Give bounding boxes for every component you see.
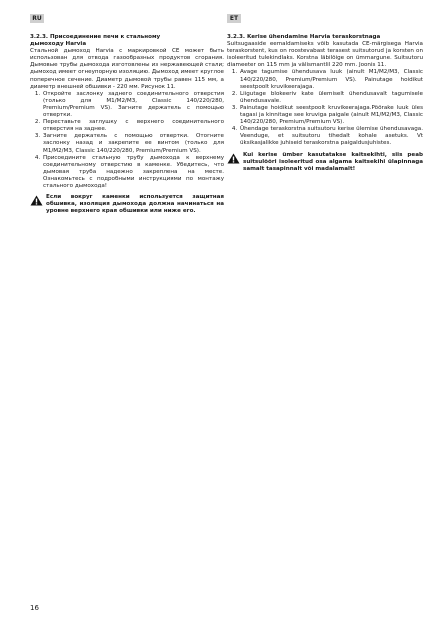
warning-triangle-icon xyxy=(30,195,43,206)
steps-list-ru xyxy=(30,91,224,190)
steps-list-et xyxy=(227,69,423,147)
section-heading-et: 3.2.3. Kerise ühendamine Harvia teraskorstnaga xyxy=(227,34,381,40)
section-heading-ru-line2: дымоходу Harvia xyxy=(30,41,87,48)
section-heading-ru xyxy=(30,34,224,48)
list-item: 1. Avage tagumise ühendusava luuk (ainult M1/M2/M3, Classic 140/220/280, Premium/Premium VS). Painutage hoidikut seestpoolt kruvikeerajaga. xyxy=(239,69,423,90)
warning-text-ru: Если вокруг каменки используется защитная обшивка, изоляция дымохода должна начинаться на уровне верхнего края обшивки или ниже его. xyxy=(46,194,224,215)
column-russian xyxy=(30,34,224,215)
language-badge-et: ET xyxy=(227,14,241,23)
list-item: 4. Ühendage teraskorstna suitsutoru kerise ülemise ühendusavaga. Veenduge, et suitsutoru tihedalt kohale asetuks. Vt üksikasjalikke juhiseid teraskorstna paigaldusjuhistes. xyxy=(239,126,423,147)
warning-note-ru xyxy=(30,194,224,215)
warning-triangle-icon xyxy=(227,153,240,164)
column-estonian xyxy=(227,34,423,173)
list-item: 2. Liigutage blokeeriv kate ülemiselt ühendusavalt tagumisele ühendusavale. xyxy=(239,91,423,105)
warning-note-et xyxy=(227,152,423,173)
page-number: 16 xyxy=(30,604,39,612)
list-item: 4. Присоедините стальную трубу дымохода к верхнему соединительному отверстию в каменке. Убедитесь, что дымовая труба надежно закреплена на месте. Ознакомьтесь с подробными инструкциями по монтажу стального дымохода! xyxy=(42,155,224,190)
section-heading-ru-line1: 3.2.3. Присоединение печи к стальному xyxy=(30,34,161,40)
list-item: 2. Переставьте заглушку с верхнего соединительного отверстия на заднее. xyxy=(42,119,224,133)
list-item: 1. Откройте заслонку заднего соединительного отверстия (только для M1/M2/M3, Classic 140/220/280, Premium/Premium VS). Загните держатель с помощью отвертки. xyxy=(42,91,224,119)
list-item: 3. Загните держатель с помощью отвертки. Отогните заслонку назад и закрепите ее винтом (только для M1/M2/M3, Classic 140/220/280, Premium/Premium VS). xyxy=(42,133,224,154)
list-item: 3. Painutage hoidikut seestpoolt kruvikeerajaga.Pöörake luuk üles tagasi ja kinnitage see kruviga paigale (ainult M1/M2/M3, Classic 140/220/280, Premium/Premium VS). xyxy=(239,105,423,126)
warning-text-et: Kui kerise ümber kasutatakse kaitsekihti, siis peab suitsulõõri isoleeritud osa algama kaitsekihi ülapinnaga samalt tasapinnalt või madalamalt! xyxy=(243,151,423,172)
language-badge-ru: RU xyxy=(30,14,44,23)
body-paragraph-et: Suitsugaaside eemaldamiseks võib kasutada CE-märgisega Harvia teraskorstent, kus on roostevabast terasest suitsutorud ja korsten on isoleeritud tulekindlaks. Korstna läbilõige on ümmargune. Suitsutoru diameeter on 115 mm ja välismantlil 220 mm. Joonis 11. xyxy=(227,41,423,69)
body-paragraph-ru: Стальной дымоход Harvia с маркировкой CE может быть использован для отвода газообразных продуктов сгорания. Дымовые трубы дымохода изготовлены из нержавеющей стали; дымоход имеет огнеупорную изоляцию. Дымоход имеет круглое поперечное сечение. Диаметр дымовой трубы равен 115 мм, а диаметр внешней обшивки - 220 мм. Рисунок 11. xyxy=(30,48,224,90)
